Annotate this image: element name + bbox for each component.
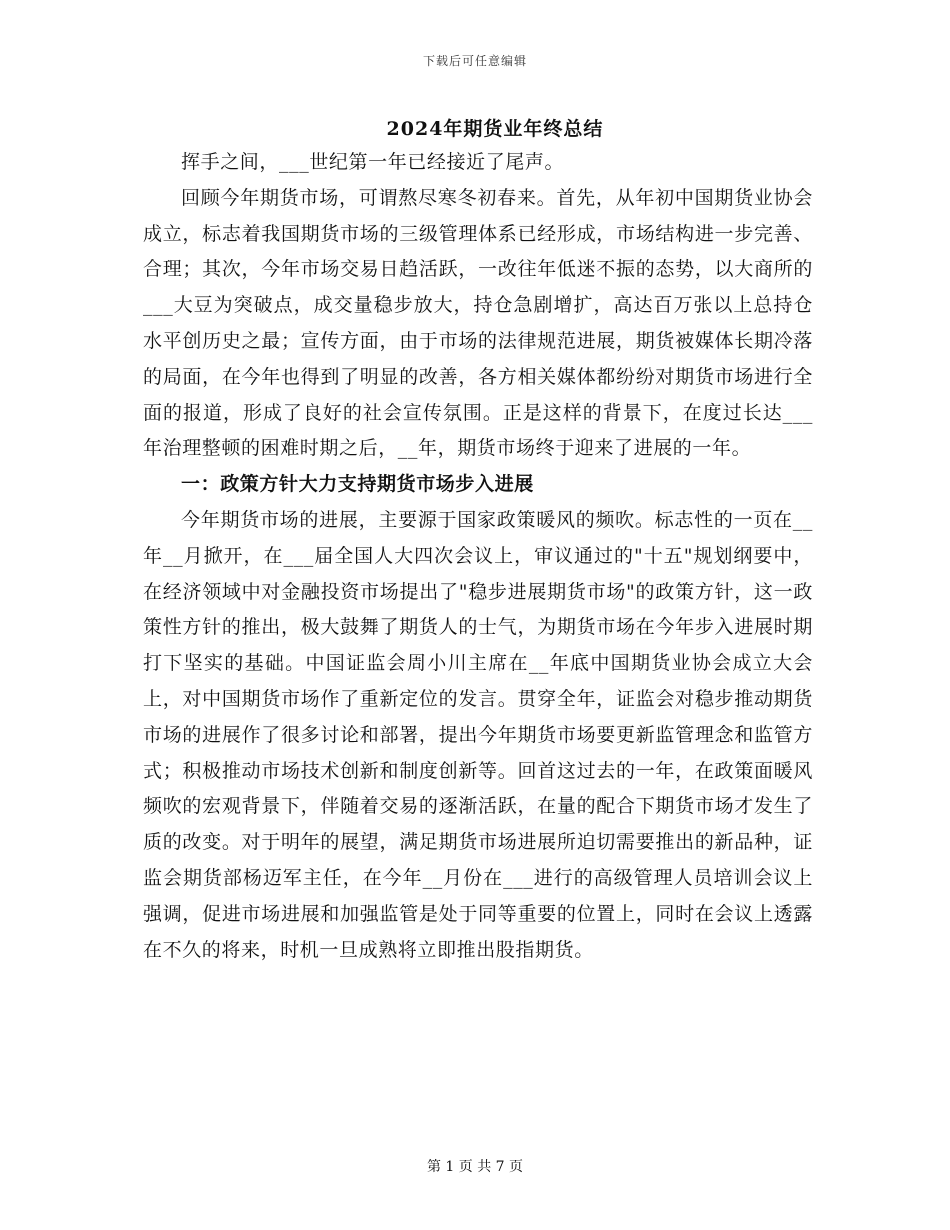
page-footer: 第 1 页 共 7 页 <box>426 1159 524 1175</box>
section-heading: 一：政策方针大力支持期货市场步入进展 <box>181 473 534 496</box>
paragraph-review: 回顾今年期货市场，可谓熬尽寒冬初春来。首先，从年初中国期货业协会成立，标志着我国期货市场的三级管理体系已经形成，市场结构进一步完善、合理；其次，今年市场交易日趋活跃，一改往年低迷不振的态势，以大商所的___大豆为突破点，成交量稳步放大，持仓急剧增扩，高达百万张以上总持仓水平创历史之最；宣传方面，由于市场的法律规范进展，期货被媒体长期冷落的局面，在今年也得到了明显的改善，各方相关媒体都纷纷对期货市场进行全面的报道，形成了良好的社会宣传氛围。正是这样的背景下，在度过长达___年治理整顿的困难时期之后，__年，期货市场终于迎来了进展的一年。 <box>143 186 813 460</box>
document-body <box>143 145 813 968</box>
document-title: 2024年期货业年终总结 <box>386 118 604 140</box>
header-note: 下载后可任意编辑 <box>422 54 527 68</box>
paragraph-intro: 挥手之间，___世纪第一年已经接近了尾声。 <box>181 151 565 173</box>
paragraph-policy: 今年期货市场的进展，主要源于国家政策暖风的频吹。标志性的一页在__年__月掀开，在___届全国人大四次会议上，审议通过的"十五"规划纲要中，在经济领域中对金融投资市场提出了"稳步进展期货市场"的政策方针，这一政策性方针的推出，极大鼓舞了期货人的士气，为期货市场在今年步入进展时期打下坚实的基础。中国证监会周小川主席在__年底中国期货业协会成立大会上，对中国期货市场作了重新定位的发言。贯穿全年，证监会对稳步推动期货市场的进展作了很多讨论和部署，提出今年期货市场要更新监管理念和监管方式；积极推动市场技术创新和制度创新等。回首这过去的一年，在政策面暖风频吹的宏观背景下，伴随着交易的逐渐活跃，在量的配合下期货市场才发生了质的改变。对于明年的展望，满足期货市场进展所迫切需要推出的新品种，证监会期货部杨迈军主任，在今年__月份在___进行的高级管理人员培训会议上强调，促进市场进展和加强监管是处于同等重要的位置上，同时在会议上透露在不久的将来，时机一旦成熟将立即推出股指期货。 <box>143 508 813 961</box>
